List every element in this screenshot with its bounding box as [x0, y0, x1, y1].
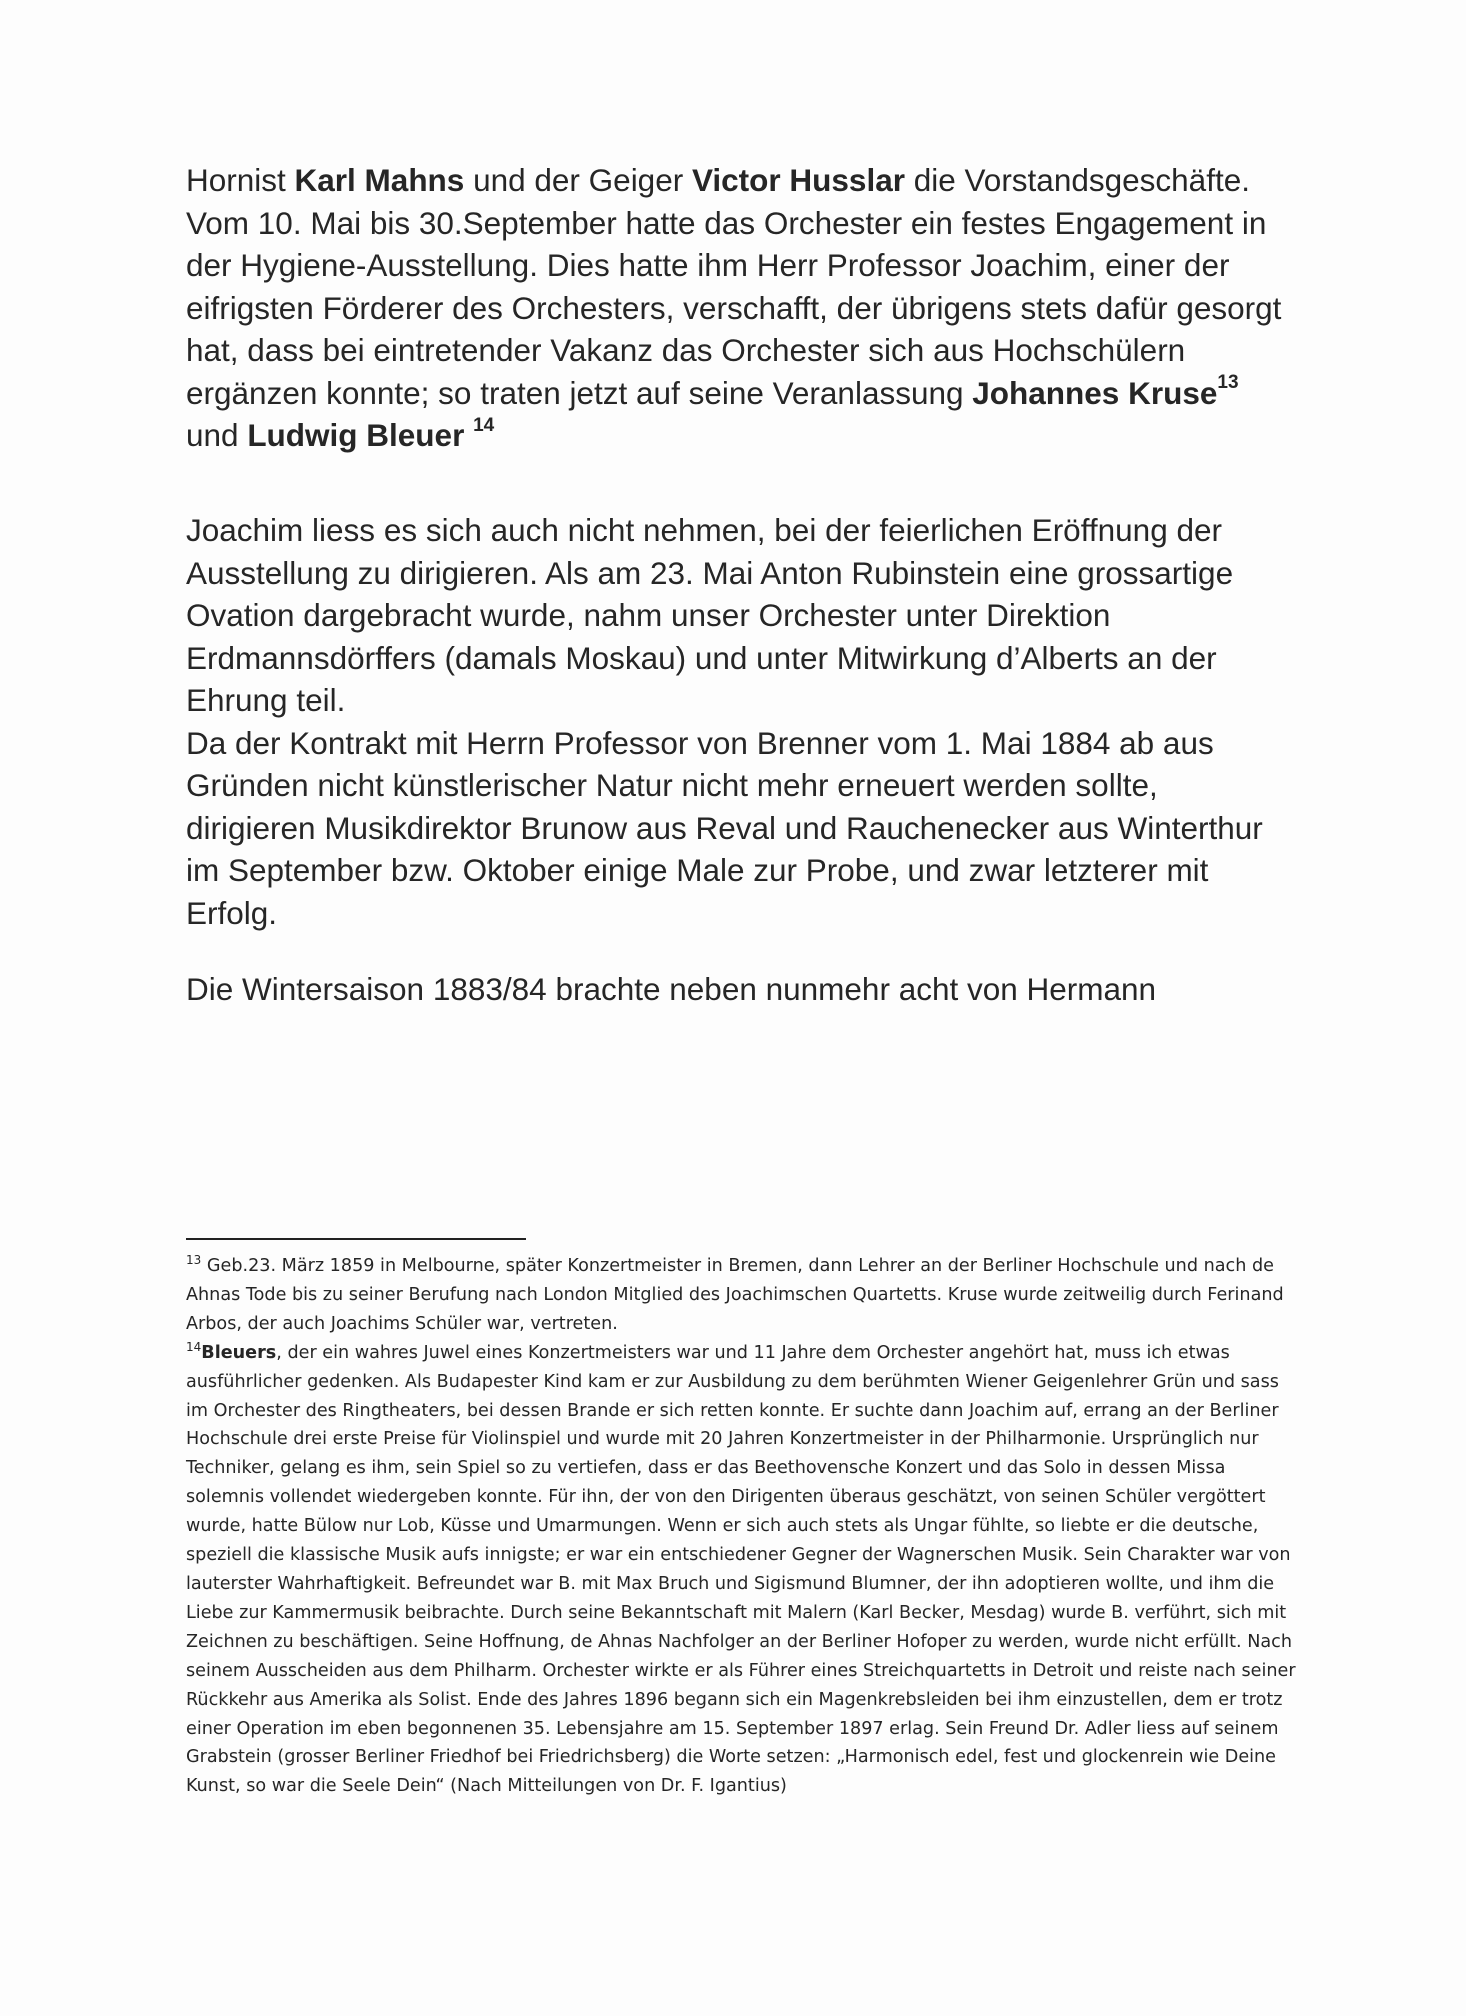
footnote-14-bold: Bleuers [201, 1342, 277, 1363]
name-victor-husslar: Victor Husslar [691, 162, 905, 198]
paragraph-1-text [186, 159, 1296, 457]
footnote-mark-14: 14 [186, 1339, 202, 1354]
text-run: und der Geiger [464, 162, 692, 198]
footnote-mark-13: 13 [186, 1253, 202, 1268]
text-run: und [186, 417, 248, 453]
text-run: Hornist [186, 162, 295, 198]
footnote-ref-13[interactable]: 13 [1217, 372, 1239, 393]
footnote-separator [186, 1238, 526, 1240]
paragraph-1 [186, 159, 1296, 457]
footnote-13 [186, 1252, 1296, 1339]
name-karl-mahns: Karl Mahns [294, 162, 465, 198]
paragraph-4 [186, 968, 1296, 1011]
paragraph-2: Joachim liess es sich auch nicht nehmen, bei der feierlichen Eröffnung der Ausstellung zu dirigieren. Als am 23. Mai Anton Rubinstein eine grossartige Ovation dargebracht wurde, nahm unser Orchester unter Direktion Erdmannsdörffers (damals Moskau) und unter Mitwirkung d’Alberts an der Ehrung teil. [186, 512, 1234, 718]
name-ludwig-bleuer: Ludwig Bleuer [247, 417, 465, 453]
footnote-14 [186, 1339, 1296, 1802]
text-run: die Vorstandsgeschäfte. Vom 10. Mai bis 30.September hatte das Orchester ein festes Engagement in der Hygiene-Ausstellung. Dies hatte ihm Herr Professor Joachim, einer der eifrigsten Förderer des Orchesters, verschafft, der übrigens stets dafür gesorgt hat, dass bei eintretender Vakanz das Orchester sich aus Hochschülern ergänzen konnte; so traten jetzt auf seine Veranlassung [186, 162, 1282, 411]
footnotes [186, 1252, 1296, 1801]
footnote-13-text: Geb.23. März 1859 in Melbourne, später Konzertmeister in Bremen, dann Lehrer an der Berliner Hochschule und nach de Ahnas Tode bis zu seiner Berufung nach London Mitglied des Joachimschen Quartetts. Kruse wurde zeitweilig durch Ferinand Arbos, der auch Joachims Schüler war, vertreten. [186, 1256, 1284, 1334]
footnote-ref-14[interactable]: 14 [473, 414, 495, 436]
paragraph-4-text: Die Wintersaison 1883/84 brachte neben nunmehr acht von Hermann [186, 971, 1157, 1007]
name-johannes-kruse: Johannes Kruse [972, 374, 1218, 411]
paragraph-2-3 [186, 509, 1296, 934]
footnote-14-text: , der ein wahres Juwel eines Konzertmeisters war und 11 Jahre dem Orchester angehört hat, muss ich etwas ausführlicher gedenken. Als Budapester Kind kam er zur Ausbildung zu dem berühmten Wiener Geigenlehrer Grün und sass im Orchester des Ringtheaters, bei dessen Brande er sich retten konnte. Er suchte dann Joachim auf, errang an der Berliner Hochschule drei erste Preise für Violinspiel und wurde mit 20 Jahren Konzertmeister in der Philharmonie. Ursprünglich nur Techniker, gelang es ihm, sein Spiel so zu vertiefen, dass er das Beethovensche Konzert und das Solo in dessen Missa solemnis vollendet wiedergeben konnte. Für ihn, der von den Dirigenten überaus geschätzt, von seinen Schüler vergöttert wurde, hatte Bülow nur Lob, Küsse und Umarmungen. Wenn er sich auch stets als Ungar fühlte, so liebte er die deutsche, speziell die klassische Musik aufs innigste; er war ein entschiedener Gegner der Wagnerschen Musik. Sein Charakter war von lauterster Wahrhaftigkeit. Befreundet war B. mit Max Bruch und Sigismund Blumner, der ihn adoptieren wollte, und ihm die Liebe zur Kammermusik beibrachte. Durch seine Bekanntschaft mit Malern (Karl Becker, Mesdag) wurde B. verführt, sich mit Zeichnen zu beschäftigen. Seine Hoffnung, de Ahnas Nachfolger an der Berliner Hofoper zu werden, wurde nicht erfüllt. Nach seinem Ausscheiden aus dem Philharm. Orchester wirkte er als Führer eines Streichquartetts in Detroit und reiste nach seiner Rückkehr aus Amerika als Solist. Ende des Jahres 1896 begann sich ein Magenkrebsleiden bei ihm einzustellen, dem er trotz einer Operation im eben begonnenen 35. Lebensjahre am 15. September 1897 erlag. Sein Freund Dr. Adler liess auf seinem Grabstein (grosser Berliner Friedhof bei Friedrichsberg) die Worte setzen: „Harmonisch edel, fest und glockenrein wie Deine Kunst, so war die Seele Dein“ (Nach Mitteilungen von Dr. F. Igantius) [186, 1342, 1296, 1797]
paragraph-3: Da der Kontrakt mit Herrn Professor von Brenner vom 1. Mai 1884 ab aus Gründen nicht künstlerischer Natur nicht mehr erneuert werden sollte, dirigieren Musikdirektor Brunow aus Reval und Rauchenecker aus Winterthur im September bzw. Oktober einige Male zur Probe, und zwar letzterer mit Erfolg. [186, 724, 1263, 931]
